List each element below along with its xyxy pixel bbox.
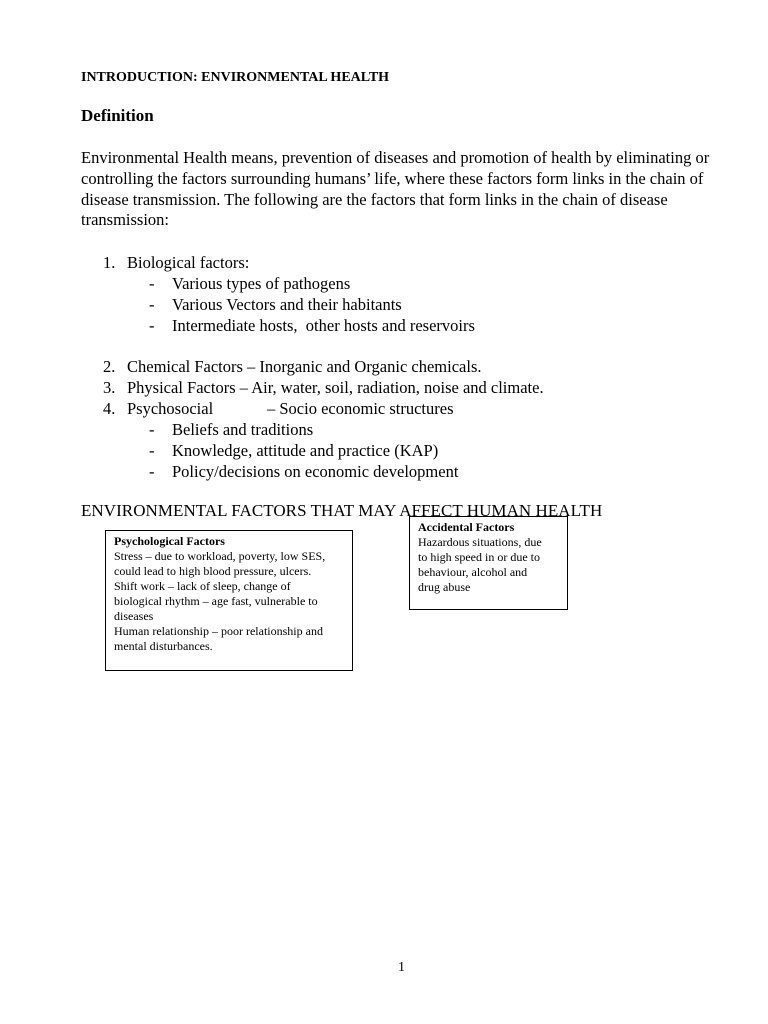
- bullet-item: Knowledge, attitude and practice (KAP): [172, 441, 439, 460]
- factor-label: Chemical Factors – Inorganic and Organic chemicals.: [127, 357, 482, 376]
- bullet-item: Various types of pathogens: [172, 274, 351, 293]
- definition-heading: Definition: [81, 106, 154, 125]
- bullet-item: Beliefs and traditions: [172, 420, 314, 439]
- box-title: Psychological Factors: [114, 534, 225, 548]
- box-line: biological rhythm – age fast, vulnerable to: [114, 594, 318, 608]
- bullet-marker: -: [149, 420, 155, 439]
- bullet-marker: -: [149, 441, 155, 460]
- box-title: Accidental Factors: [418, 520, 515, 534]
- box-line: Human relationship – poor relationship and: [114, 624, 323, 638]
- document-title: INTRODUCTION: ENVIRONMENTAL HEALTH: [81, 70, 390, 85]
- bullet-item: Policy/decisions on economic development: [172, 462, 459, 481]
- factor-number: 4.: [103, 399, 116, 418]
- accidental-factors-box: [409, 516, 568, 610]
- box-line: Shift work – lack of sleep, change of: [114, 579, 291, 593]
- box-line: diseases: [114, 609, 154, 623]
- factor-label-suffix: – Socio economic structures: [267, 399, 454, 418]
- factor-label: Physical Factors – Air, water, soil, radiation, noise and climate.: [127, 378, 544, 397]
- box-line: could lead to high blood pressure, ulcers.: [114, 564, 312, 578]
- box-line: behaviour, alcohol and: [418, 565, 528, 579]
- factor-number: 3.: [103, 378, 116, 397]
- bullet-marker: -: [149, 316, 155, 335]
- box-line: drug abuse: [418, 580, 471, 594]
- bullet-marker: -: [149, 295, 155, 314]
- psychological-factors-box: [105, 530, 353, 671]
- factor-label: Biological factors:: [127, 253, 250, 272]
- box-line: Stress – due to workload, poverty, low SES,: [114, 549, 326, 563]
- definition-paragraph: Environmental Health means, prevention of diseases and promotion of health by eliminating or controlling the factors surrounding humans’ life, where these factors form links in the chain of disease transmission. The following are the factors that form links in the chain of disease transmission:: [81, 148, 710, 230]
- factor-number: 2.: [103, 357, 116, 376]
- page-number: 1: [398, 960, 405, 975]
- box-line: to high speed in or due to: [418, 550, 540, 564]
- bullet-marker: -: [149, 274, 155, 293]
- factor-number: 1.: [103, 253, 116, 272]
- box-line: mental disturbances.: [114, 639, 213, 653]
- bullet-item: Various Vectors and their habitants: [172, 295, 402, 314]
- bullet-item: Intermediate hosts, other hosts and reservoirs: [172, 316, 475, 335]
- bullet-marker: -: [149, 462, 155, 481]
- section-heading: ENVIRONMENTAL FACTORS THAT MAY AFFECT HUMAN HEALTH: [81, 501, 603, 520]
- factor-label: Psychosocial: [127, 399, 214, 418]
- box-line: Hazardous situations, due: [418, 535, 542, 549]
